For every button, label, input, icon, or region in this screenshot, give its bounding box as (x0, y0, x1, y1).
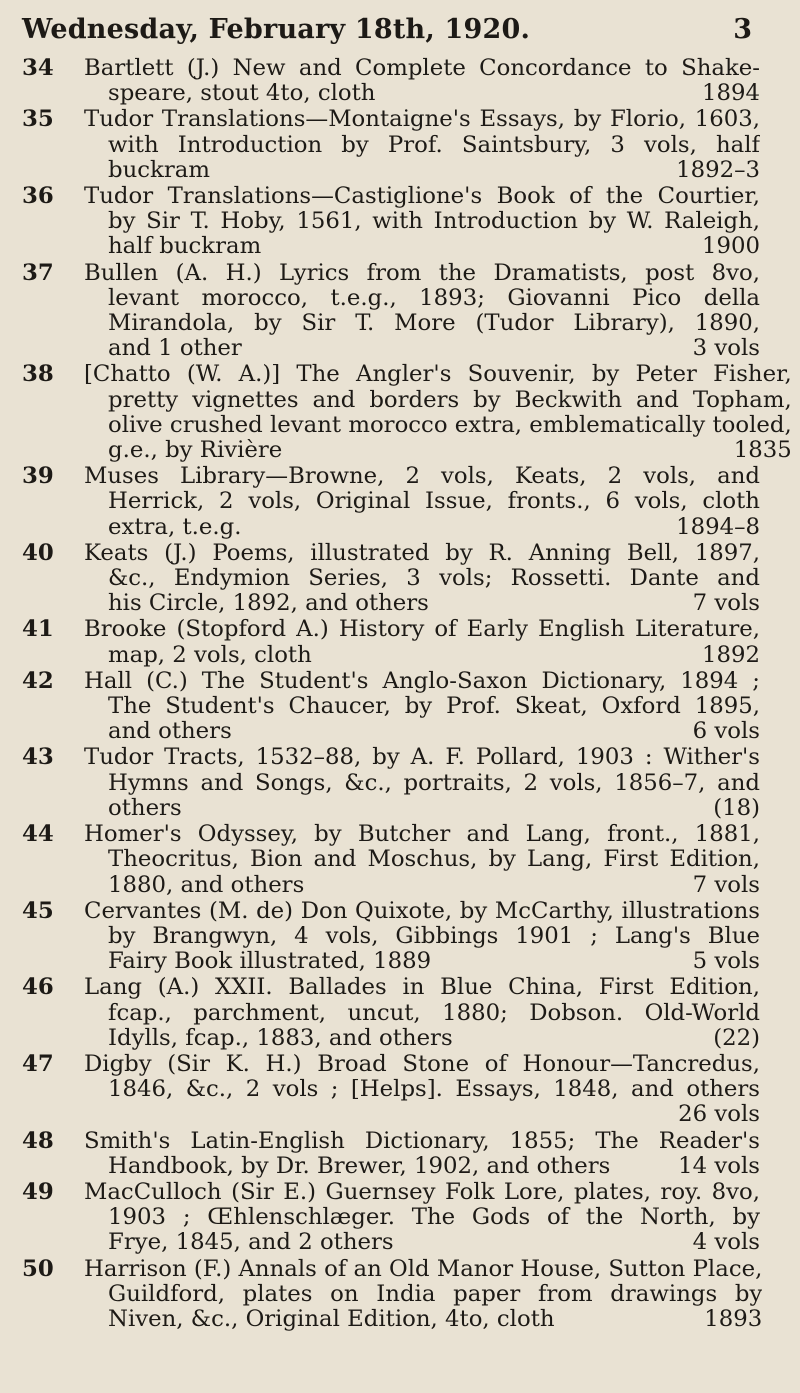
lot-line: Lang (A.) XXII. Ballades in Blue China, First Edition, (84, 975, 760, 1001)
lot-line: buckram 1892–3 (108, 157, 760, 183)
lot-number: 47 (22, 1050, 54, 1077)
lot-line: Keats (J.) Poems, illustrated by R. Anning Bell, 1897, (84, 540, 760, 566)
lot-entry (22, 361, 792, 464)
lot-line: [Chatto (W. A.)] The Angler's Souvenir, by Peter Fisher, (84, 362, 792, 388)
lot-line: Tudor Tracts, 1532–88, by A. F. Pollard, 1903 : Wither's (84, 745, 760, 771)
lot-number: 41 (22, 616, 54, 643)
lot-line: others (18) (108, 795, 760, 821)
lot-entry (22, 899, 760, 975)
lot-line: Fairy Book illustrated, 1889 5 vols (108, 949, 760, 975)
lot-line: Bartlett (J.) New and Complete Concordance to Shake- (84, 56, 760, 81)
lot-line: Tudor Translations—Montaigne's Essays, by Florio, 1603, (84, 107, 760, 133)
lot-entry (22, 184, 760, 260)
lot-line: Herrick, 2 vols, Original Issue, fronts., 6 vols, cloth (108, 489, 760, 515)
lot-entry (22, 1052, 760, 1128)
lot-line: 1880, and others 7 vols (108, 872, 760, 898)
lot-description (82, 669, 760, 745)
lot-number: 37 (22, 259, 54, 286)
lot-line: Hymns and Songs, &c., portraits, 2 vols, 1856–7, and (108, 770, 760, 796)
lot-line: fcap., parchment, uncut, 1880; Dobson. Old-World (108, 1000, 760, 1026)
lot-number: 42 (22, 667, 54, 694)
lot-description (82, 1257, 762, 1333)
lot-number: 36 (22, 183, 54, 210)
lot-entry (22, 669, 760, 745)
lot-line: MacCulloch (Sir E.) Guernsey Folk Lore, plates, roy. 8vo, (84, 1179, 760, 1205)
lot-description (82, 1052, 760, 1128)
lot-entry (22, 822, 760, 898)
lot-description (82, 464, 760, 540)
lot-number: 44 (22, 821, 54, 848)
lot-description (82, 261, 760, 362)
lot-entry (22, 975, 760, 1051)
lot-number: 34 (22, 55, 54, 81)
lot-line: by Sir T. Hoby, 1561, with Introduction by W. Raleigh, (108, 209, 760, 235)
lot-entry (22, 1180, 760, 1256)
lot-line: his Circle, 1892, and others 7 vols (108, 591, 760, 617)
page-header (22, 14, 760, 50)
lot-entry (22, 617, 760, 667)
lot-line: Smith's Latin-English Dictionary, 1855; The Reader's (84, 1128, 760, 1154)
lot-number: 46 (22, 974, 54, 1001)
lot-line: The Student's Chaucer, by Prof. Skeat, Oxford 1895, (108, 694, 760, 720)
lot-number: 50 (22, 1255, 54, 1282)
lot-description (82, 617, 760, 667)
lot-line: Tudor Translations—Castiglione's Book of the Courtier, (84, 184, 760, 210)
lot-description (82, 107, 760, 183)
lot-line: and 1 other 3 vols (108, 336, 760, 362)
lot-description (82, 541, 760, 617)
lot-line: g.e., by Rivière 1835 (108, 438, 792, 464)
lot-number: 40 (22, 539, 54, 566)
lot-entry (22, 1255, 763, 1333)
lot-description (82, 362, 792, 463)
lot-line: pretty vignettes and borders by Beckwith and Topham, (108, 387, 792, 413)
lot-number: 38 (22, 361, 54, 388)
lot-number: 49 (22, 1178, 54, 1205)
lot-description (82, 745, 760, 821)
lot-line: by Brangwyn, 4 vols, Gibbings 1901 ; Lang's Blue (108, 923, 760, 949)
lot-line: 1846, &c., 2 vols ; [Helps]. Essays, 1848, and others (108, 1077, 760, 1103)
lot-list (22, 55, 792, 1332)
lot-line: Digby (Sir K. H.) Broad Stone of Honour—Tancredus, (84, 1051, 760, 1077)
lot-line: Frye, 1845, and 2 others 4 vols (108, 1230, 760, 1256)
lot-line: Hall (C.) The Student's Anglo-Saxon Dictionary, 1894 ; (84, 668, 760, 694)
lot-line: Theocritus, Bion and Moschus, by Lang, First Edition, (108, 847, 760, 873)
lot-line: Brooke (Stopford A.) History of Early English Literature, (84, 617, 760, 643)
lot-entry (22, 541, 760, 617)
lot-line: with Introduction by Prof. Saintsbury, 3 vols, half (108, 132, 760, 158)
lot-line: levant morocco, t.e.g., 1893; Giovanni Pico della (108, 285, 760, 311)
sale-date: Wednesday, February 18th, 1920. (22, 14, 531, 45)
lot-entry (22, 745, 760, 821)
lot-description (82, 975, 760, 1051)
lot-line: and others 6 vols (108, 719, 760, 745)
lot-line: Homer's Odyssey, by Butcher and Lang, front., 1881, (84, 822, 760, 848)
page-number: 3 (733, 14, 752, 45)
lot-description (82, 56, 760, 106)
lot-line: 1903 ; Œhlenschlæger. The Gods of the North, by (108, 1205, 760, 1231)
lot-description (82, 1180, 760, 1256)
lot-line: map, 2 vols, cloth 1892 (108, 642, 760, 668)
lot-line: Guildford, plates on India paper from drawings by (108, 1281, 763, 1307)
lot-number: 43 (22, 744, 54, 771)
lot-entry (22, 56, 760, 106)
lot-line: Harrison (F.) Annals of an Old Manor House, Sutton Place, (84, 1256, 763, 1282)
lot-entry (22, 261, 760, 362)
lot-line: Cervantes (M. de) Don Quixote, by McCarthy, illustrations (84, 898, 760, 924)
lot-line: Idylls, fcap., 1883, and others (22) (108, 1025, 760, 1051)
lot-line: 26 vols (678, 1102, 760, 1128)
lot-line: half buckram 1900 (108, 234, 760, 260)
lot-line: extra, t.e.g. 1894–8 (108, 514, 760, 540)
lot-description (82, 1129, 760, 1179)
lot-number: 39 (22, 463, 54, 490)
lot-description (82, 822, 760, 898)
lot-description (82, 899, 760, 975)
lot-line: &c., Endymion Series, 3 vols; Rossetti. Dante and (108, 566, 760, 592)
lot-line: Handbook, by Dr. Brewer, 1902, and others 14 vols (108, 1153, 760, 1179)
lot-description (82, 184, 760, 260)
lot-number: 35 (22, 106, 54, 133)
lot-line: Bullen (A. H.) Lyrics from the Dramatists, post 8vo, (84, 260, 760, 286)
lot-entry (22, 107, 760, 183)
lot-line: Muses Library—Browne, 2 vols, Keats, 2 vols, and (84, 464, 760, 490)
lot-line: speare, stout 4to, cloth 1894 (108, 81, 760, 107)
lot-line: Mirandola, by Sir T. More (Tudor Library), 1890, (108, 311, 760, 337)
lot-entry (22, 1129, 760, 1179)
lot-line: olive crushed levant morocco extra, emblematically tooled, (108, 412, 792, 438)
lot-entry (22, 464, 760, 540)
lot-line: Niven, &c., Original Edition, 4to, cloth 1893 (108, 1306, 763, 1332)
lot-number: 45 (22, 897, 54, 924)
lot-number: 48 (22, 1127, 54, 1154)
